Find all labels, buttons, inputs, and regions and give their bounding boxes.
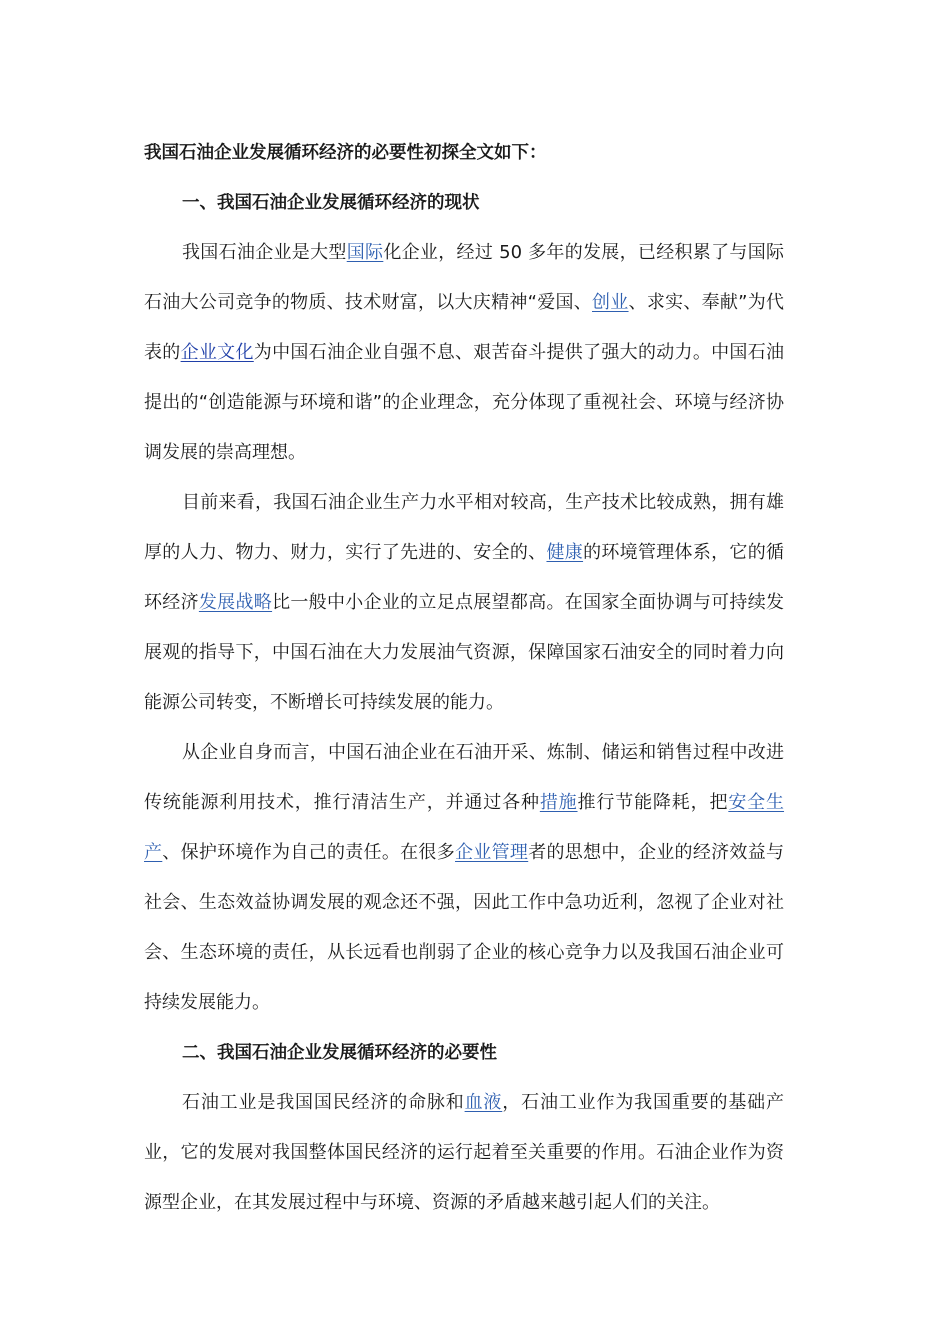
paragraph-text: 、求实、奉献”为代表的 <box>144 292 785 363</box>
link-anquan-shengchan[interactable]: 安全生产 <box>144 792 785 863</box>
paragraph-text: 从企业自身而言，中国石油企业在石油开采、炼制、储运和销售过程中改进传统能源利用技术，推行清洁生产，并通过各种 <box>144 742 784 813</box>
document-body <box>144 128 784 1228</box>
link-jiankang[interactable]: 健康 <box>546 542 584 563</box>
paragraph-text: 比一般中小企业的立足点展望都高。在国家全面协调与可持续发展观的指导下，中国石油在大力发展油气资源，保障国家石油安全的同时着力向能源公司转变，不断增长可持续发展的能力。 <box>144 592 785 713</box>
paragraph-3 <box>144 728 784 1028</box>
paragraph-text: 为中国石油企业自强不息、艰苦奋斗提供了强大的动力。中国石油提出的“创造能源与环境和谐”的企业理念，充分体现了重视社会、环境与经济协调发展的崇高理想。 <box>144 342 785 463</box>
document-title: 我国石油企业发展循环经济的必要性初探全文如下： <box>144 143 547 163</box>
paragraph-text: 、保护环境作为自己的责任。在很多 <box>162 842 456 863</box>
link-guoji[interactable]: 国际 <box>346 242 384 263</box>
paragraph-text: 的环境管理体系，它的循环经济 <box>144 542 785 613</box>
link-cuoshi[interactable]: 措施 <box>539 792 578 813</box>
paragraph-text: 推行节能降耗，把 <box>577 792 729 813</box>
link-fazhan-zhanlue[interactable]: 发展战略 <box>198 592 273 613</box>
paragraph-text: 者的思想中，企业的经济效益与社会、生态效益协调发展的观念还不强，因此工作中急功近利，忽视了企业对社会、生态环境的责任，从长远看也削弱了企业的核心竞争力以及我国石油企业可持续发展能力。 <box>144 842 785 1013</box>
link-xueye[interactable]: 血液 <box>464 1092 503 1113</box>
paragraph-2 <box>144 478 784 728</box>
paragraph-1 <box>144 228 784 478</box>
link-qiye-wenhua[interactable]: 企业文化 <box>180 342 254 363</box>
section-heading-2: 二、我国石油企业发展循环经济的必要性 <box>182 1043 497 1063</box>
paragraph-text: ，石油工业作为我国重要的基础产业，它的发展对我国整体国民经济的运行起着至关重要的作用。石油企业作为资源型企业，在其发展过程中与环境、资源的矛盾越来越引起人们的关注。 <box>144 1092 785 1213</box>
paragraph-text: 石油工业是我国国民经济的命脉和 <box>182 1092 465 1113</box>
link-chuangye[interactable]: 创业 <box>592 292 629 313</box>
paragraph-text: 我国石油企业是大型 <box>182 242 347 263</box>
paragraph-4 <box>144 1078 784 1228</box>
link-qiye-guanli[interactable]: 企业管理 <box>455 842 529 863</box>
paragraph-text: 化企业，经过 50 多年的发展，已经积累了与国际石油大公司竞争的物质、技术财富，以大庆精神“爱国、 <box>144 242 785 313</box>
section-heading-1: 一、我国石油企业发展循环经济的现状 <box>182 193 480 213</box>
paragraph-text: 目前来看，我国石油企业生产力水平相对较高，生产技术比较成熟，拥有雄厚的人力、物力、财力，实行了先进的、安全的、 <box>144 492 784 563</box>
